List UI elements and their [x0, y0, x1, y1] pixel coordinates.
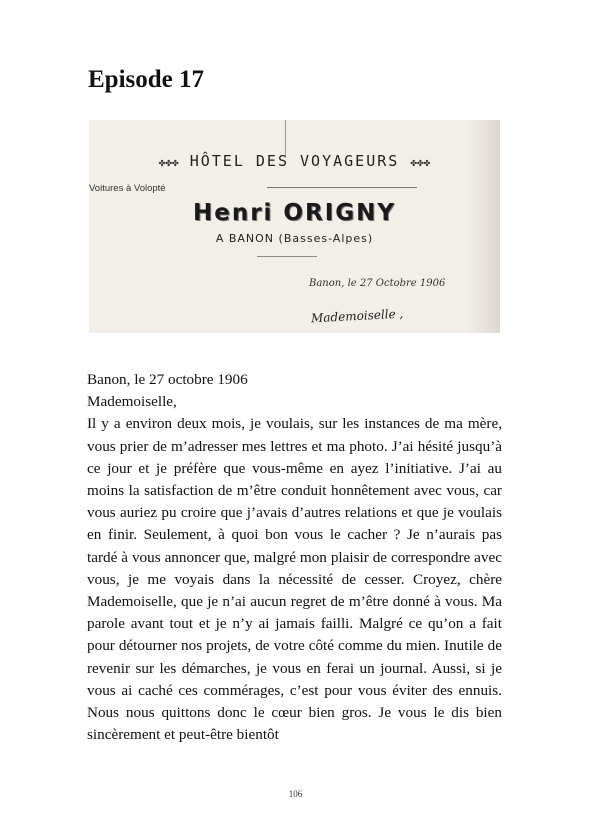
- letterhead-voitures: Voitures à Volopté: [89, 183, 166, 194]
- page-number: 106: [288, 789, 303, 799]
- page-title: Episode 17: [88, 66, 205, 93]
- letterhead-proprietor: Henri ORIGNY: [192, 200, 397, 226]
- letter-paragraph: Il y a environ deux mois, je voulais, sur les instances de ma mère, vous prier de m’adresser mes lettres et ma photo. J’ai hésité jusqu’à ce jour et je préfère que vous-même en ayez l’initiative. J’ai au moins la satisfaction de m’être conduit honnêtement avec vous, car vous auriez pu croire que j’avais d’autres relations et que je voulais en finir. Seulement, à quoi bon vous le cacher ? Je n’aurais pas tardé à vous annoncer que, malgré mon plaisir de correspondre avec vous, je me voyais dans la nécessité de cesser. Croyez, chère Mademoiselle, que je n’ai aucun regret de m’être donné à vous. Ma parole avant tout et je n’y ai jamais failli. Malgré ce qu’on a fait pour détourner nos projets, de votre côté comme du mien. Inutile de revenir sur les démarches, je vous en ferai un journal. Aussi, si je vous ai caché ces commérages, c’est pour vous éviter des ennuis. Nous nous quittons donc le cœur bien gros. Je vous le dis bien sincèrement et peut-être bientôt: [87, 415, 502, 744]
- ornament-left-icon: ✤✤✤: [158, 156, 179, 169]
- letter-salutation: Mademoiselle,: [87, 393, 177, 411]
- letterhead-image: [89, 120, 500, 333]
- letterhead-hotel-name: [89, 152, 500, 170]
- letter-date: Banon, le 27 octobre 1906: [87, 371, 248, 388]
- letterhead-handwritten-date: Banon, le 27 Octobre 1906: [309, 278, 446, 289]
- letterhead-handwritten-greeting: Mademoiselle ,: [310, 306, 404, 326]
- hotel-title: HÔTEL DES VOYAGEURS: [189, 152, 400, 170]
- ornament-right-icon: ✤✤✤: [410, 156, 431, 169]
- letterhead-place: A BANON (Basses-Alpes): [215, 232, 374, 245]
- letterhead-rule: [267, 187, 417, 188]
- letter-text: [87, 369, 502, 746]
- letterhead-rule-short: [257, 256, 317, 257]
- paper-curl-shadow: [466, 120, 500, 333]
